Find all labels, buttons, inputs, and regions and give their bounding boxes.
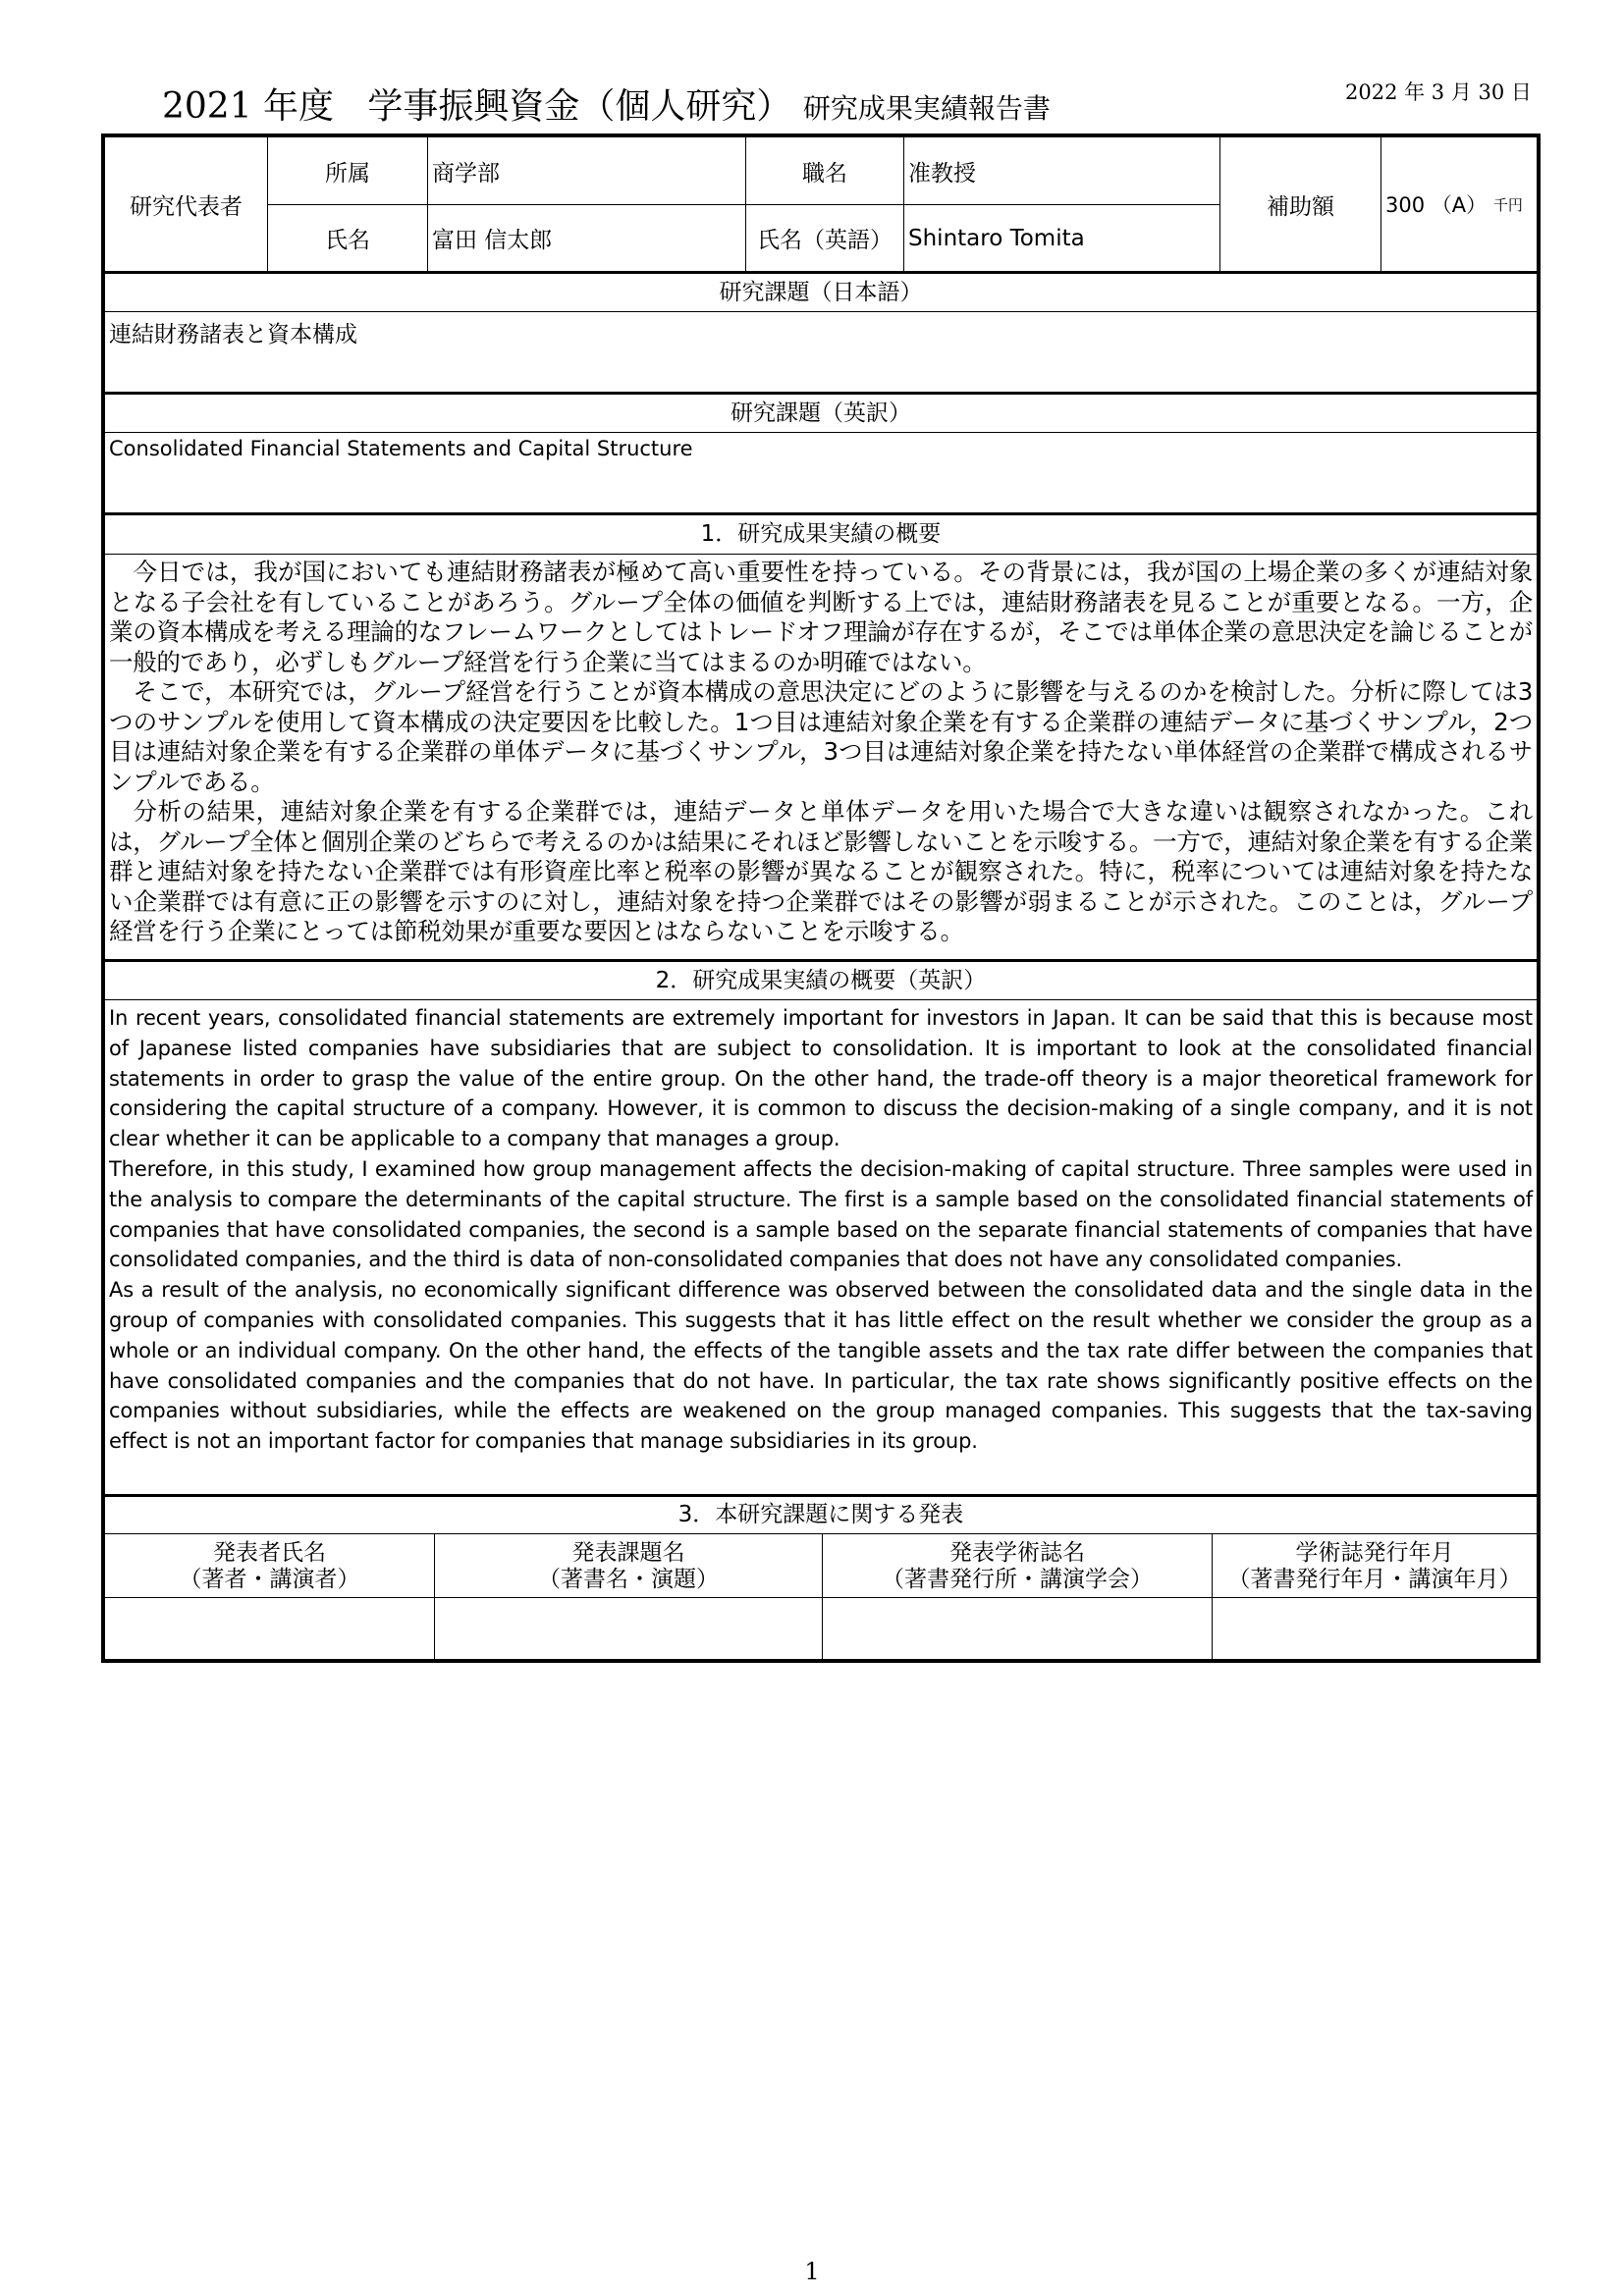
position-value: 准教授 [904,137,1220,205]
summary-jp-paragraph: 今日では，我が国においても連結財務諸表が極めて高い重要性を持っている。その背景には，我が国の上場企業の多くが連結対象となる子会社を有していることがあろう。グループ全体の価値を判断する上では，連結財務諸表を見ることが重要となる。一方，企業の資本構成を考える理論的なフレームワークとしてはトレードオフ理論が存在するが，そこでは単体企業の意思決定を論じることが一般的であり，必ずしもグループ経営を行う企業に当てはまるのか明確ではない。 [109,558,1533,676]
column-header-line: （著書発行年月・講演年月） [1227,1567,1522,1592]
summary-en-paragraph: In recent years, consolidated financial statements are extremely important for investors in Japan. It can be said that this is because most of Japanese listed companies have subsidiaries that are subject to consolidation. It is important to look at the consolidated financial statements in order to grasp the value of the entire group. On the other hand, the trade-off theory is a major theoretical framework for considering the capital structure of a company. However, it is common to discuss the decision-making of a single company, and it is not clear whether it can be applicable to a company that manages a group. [109,1006,1533,1151]
column-header-line: 発表者氏名 [213,1540,326,1566]
column-header-title [435,1534,823,1598]
summary-jp-paragraph: そこで，本研究では，グループ経営を行うことが資本構成の意思決定にどのように影響を与えるのかを検討した。分析に際しては3つのサンプルを使用して資本構成の決定要因を比較した。1つ目は連結対象企業を有する企業群の連結データに基づくサンプル，2つ目は連結対象企業を有する企業群の単体データに基づくサンプル，3つ目は連結対象企業を持たない単体経営の企業群で構成されるサンプルである。 [109,677,1533,796]
fiscal-year: 2021 年度 [162,86,335,127]
affiliation-value: 商学部 [428,137,746,205]
topic-en-text: Consolidated Financial Statements and Capital Structure [105,433,1537,515]
topic-jp-text: 連結財務諸表と資本構成 [105,312,1537,395]
column-header-line: 発表学術誌名 [949,1540,1085,1566]
report-date: 2022 年 3 月 30 日 [1345,80,1532,104]
topic-jp-heading: 研究課題（日本語） [105,274,1537,312]
position-label: 職名 [746,137,904,205]
grant-value: 300 （A） [1385,193,1488,217]
name-label: 氏名 [268,205,428,272]
column-header-line: （著者・講演者） [179,1567,360,1592]
summary-en-body [105,1000,1537,1497]
fund-name: 学事振興資金（個人研究） [367,86,792,127]
grant-unit: 千円 [1492,195,1523,214]
summary-en-paragraph: As a result of the analysis, no economically significant difference was observed between the consolidated data and the single data in the group of companies with consolidated companies. This suggests that it has little effect on the result whether we consider the group as a whole or an individual company. On the other hand, the effects of the tangible assets and the tax rate differ between the companies that have consolidated companies and the companies that do not have. In particular, the tax rate shows significantly positive effects on the companies without subsidiaries, while the effects are weakened on the group managed companies. This suggests that the tax-saving effect is not an important factor for companies that manage subsidiaries in its group. [109,1278,1533,1454]
page-number: 1 [804,2258,820,2285]
column-header-line: （著書発行所・講演学会） [882,1567,1153,1592]
title-cell [435,1598,823,1659]
report-form [101,133,1541,1663]
topic-en-heading: 研究課題（英訳） [105,395,1537,433]
presentations-heading: 3．本研究課題に関する発表 [105,1497,1537,1534]
affiliation-label: 所属 [268,137,428,205]
name-value: 富田 信太郎 [428,205,746,272]
column-header-line: 発表課題名 [571,1540,685,1566]
column-header-line: （著書名・演題） [538,1567,719,1592]
summary-en-paragraph: Therefore, in this study, I examined how group management affects the decision-making of capital structure. Three samples were used in the analysis to compare the determinants of the capital structure. The first is a sample based on the consolidated financial statements of companies that have consolidated companies, the second is a sample based on the separate financial statements of companies that have consolidated companies, and the third is data of non-consolidated companies that does not have any consolidated companies. [109,1156,1533,1272]
representative-label: 研究代表者 [105,137,268,272]
column-header-line: 学術誌発行年月 [1295,1540,1454,1566]
column-header-journal [823,1534,1213,1598]
document-title [162,79,1051,129]
report-type: 研究成果実績報告書 [802,92,1051,125]
summary-en-heading: 2．研究成果実績の概要（英訳） [105,962,1537,1000]
presenter-cell [105,1598,435,1659]
journal-cell [823,1598,1213,1659]
name-en-value: Shintaro Tomita [904,205,1220,272]
summary-jp-paragraph: 分析の結果，連結対象企業を有する企業群では，連結データと単体データを用いた場合で大きな違いは観察されなかった。これは，グループ全体と個別企業のどちらで考えるのかは結果にそれほど影響しないことを示唆する。一方で，連結対象企業を有する企業群と連結対象を持たない企業群では有形資産比率と税率の影響が異なることが観察された。特に，税率については連結対象を持たない企業群では有意に正の影響を示すのに対し，連結対象を持つ企業群ではその影響が弱まることが示された。このことは，グループ経営を行う企業にとっては節税効果が重要な要因とはならないことを示唆する。 [109,797,1533,945]
grant-label: 補助額 [1220,137,1381,272]
column-header-presenter [105,1534,435,1598]
column-header-date [1213,1534,1537,1598]
name-en-label: 氏名（英語） [746,205,904,272]
grant-amount [1381,137,1537,272]
summary-jp-heading: 1．研究成果実績の概要 [105,515,1537,555]
summary-jp-body [105,555,1537,962]
